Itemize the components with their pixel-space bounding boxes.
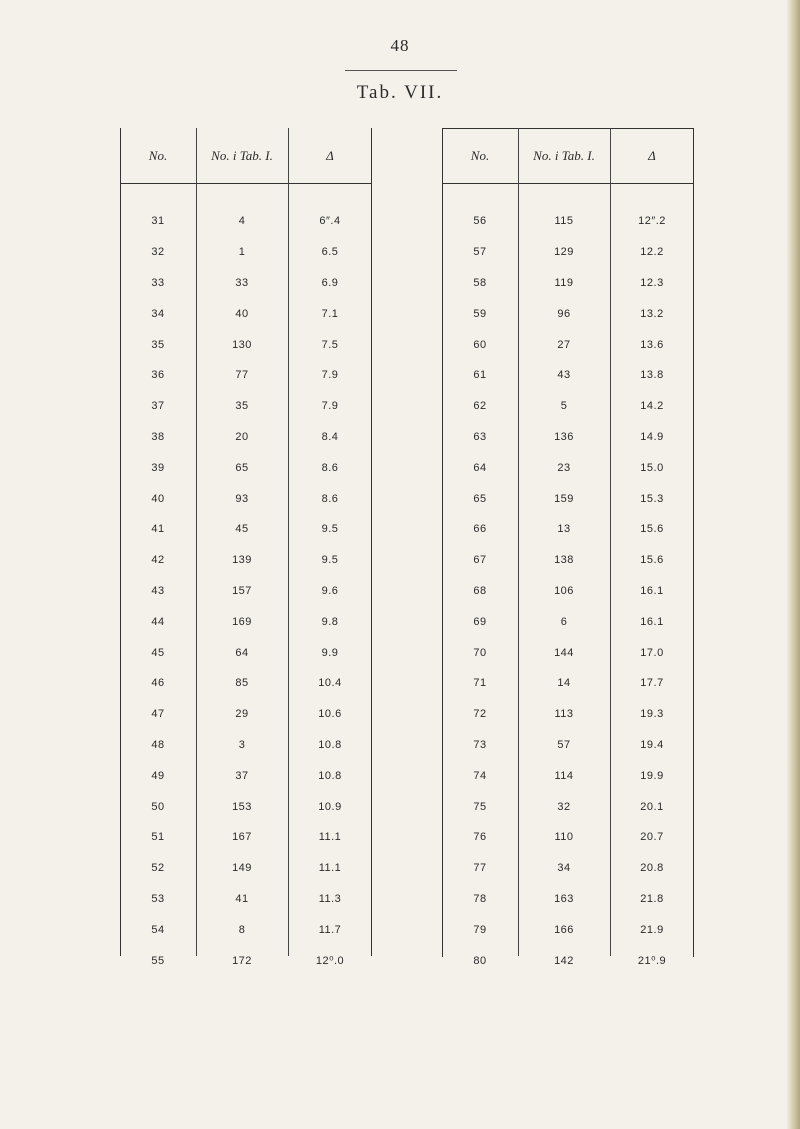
table-row bbox=[442, 699, 694, 730]
cell-no: 78 bbox=[473, 892, 487, 905]
cell-delta: 10.8 bbox=[318, 769, 342, 782]
cell-no: 47 bbox=[151, 708, 165, 721]
table-title: Tab. VII. bbox=[356, 82, 444, 103]
cell-no-tab-i: 106 bbox=[554, 584, 574, 597]
page-edge-shading bbox=[786, 0, 800, 1129]
cell-no: 77 bbox=[473, 862, 487, 875]
table-row bbox=[442, 791, 694, 822]
cell-no-tab-i: 65 bbox=[235, 461, 249, 474]
table-row bbox=[120, 945, 372, 976]
cell-delta: 13.8 bbox=[640, 369, 664, 382]
cell-no: 76 bbox=[473, 831, 487, 844]
cell-no-tab-i: 20 bbox=[235, 430, 249, 443]
table-row bbox=[442, 730, 694, 761]
header-no-tab-i: No. i Tab. I. bbox=[211, 147, 273, 163]
cell-delta: 21.8 bbox=[640, 892, 664, 905]
cell-no-tab-i: 14 bbox=[557, 677, 571, 690]
cell-delta: 8.6 bbox=[321, 492, 339, 505]
table-row bbox=[442, 422, 694, 453]
cell-no: 36 bbox=[151, 369, 165, 382]
cell-delta: 7.9 bbox=[321, 400, 339, 413]
cell-no-tab-i: 157 bbox=[232, 584, 252, 597]
cell-no-tab-i: 114 bbox=[554, 769, 574, 782]
table-row bbox=[120, 699, 372, 730]
table-row bbox=[442, 760, 694, 791]
cell-no: 72 bbox=[473, 708, 487, 721]
cell-no-tab-i: 149 bbox=[232, 862, 252, 875]
cell-no-tab-i: 8 bbox=[238, 923, 246, 936]
header-delta: Δ bbox=[326, 147, 334, 163]
cell-no-tab-i: 34 bbox=[557, 862, 571, 875]
title-rule bbox=[345, 70, 457, 71]
cell-no: 71 bbox=[473, 677, 487, 690]
cell-delta: 7.9 bbox=[321, 369, 339, 382]
table-row bbox=[120, 391, 372, 422]
cell-delta: 6″.4 bbox=[319, 215, 341, 228]
cell-delta: 8.4 bbox=[321, 430, 339, 443]
table-row bbox=[120, 422, 372, 453]
cell-no: 51 bbox=[151, 831, 165, 844]
table-row bbox=[442, 668, 694, 699]
cell-delta: 20.7 bbox=[640, 831, 664, 844]
cell-delta: 12.3 bbox=[640, 276, 664, 289]
cell-no-tab-i: 167 bbox=[232, 831, 252, 844]
table-row bbox=[120, 237, 372, 268]
cell-delta: 9.5 bbox=[321, 554, 339, 567]
header-no: No. bbox=[470, 147, 490, 163]
table-right-header bbox=[442, 128, 694, 183]
table-row bbox=[442, 329, 694, 360]
cell-no-tab-i: 35 bbox=[235, 400, 249, 413]
cell-no-tab-i: 6 bbox=[560, 615, 568, 628]
cell-no: 33 bbox=[151, 276, 165, 289]
cell-no: 80 bbox=[473, 954, 487, 967]
cell-no: 69 bbox=[473, 615, 487, 628]
cell-no-tab-i: 130 bbox=[232, 338, 252, 351]
header-no-tab-i: No. i Tab. I. bbox=[533, 147, 595, 163]
table-row bbox=[442, 360, 694, 391]
cell-no-tab-i: 23 bbox=[557, 461, 571, 474]
table-row bbox=[120, 452, 372, 483]
table-row bbox=[120, 268, 372, 299]
table-row bbox=[442, 637, 694, 668]
cell-no: 31 bbox=[151, 215, 165, 228]
table-row bbox=[120, 730, 372, 761]
cell-delta: 11.3 bbox=[318, 892, 342, 905]
cell-no: 58 bbox=[473, 276, 487, 289]
cell-no: 63 bbox=[473, 430, 487, 443]
table-row bbox=[120, 483, 372, 514]
table-row bbox=[120, 914, 372, 945]
cell-no-tab-i: 5 bbox=[560, 400, 568, 413]
cell-no-tab-i: 77 bbox=[235, 369, 249, 382]
cell-delta: 10.6 bbox=[318, 708, 342, 721]
cell-no: 32 bbox=[151, 246, 165, 259]
cell-no: 75 bbox=[473, 800, 487, 813]
cell-delta: 14.2 bbox=[640, 400, 664, 413]
table-row bbox=[442, 945, 694, 976]
cell-delta: 21.9 bbox=[640, 923, 664, 936]
cell-no-tab-i: 136 bbox=[554, 430, 574, 443]
cell-no: 45 bbox=[151, 646, 165, 659]
cell-no: 44 bbox=[151, 615, 165, 628]
cell-delta: 16.1 bbox=[640, 615, 664, 628]
cell-no-tab-i: 45 bbox=[235, 523, 249, 536]
cell-no: 39 bbox=[151, 461, 165, 474]
table-row bbox=[442, 884, 694, 915]
cell-delta: 7.1 bbox=[321, 307, 339, 320]
cell-delta: 15.3 bbox=[640, 492, 664, 505]
cell-no-tab-i: 129 bbox=[554, 246, 574, 259]
cell-no-tab-i: 33 bbox=[235, 276, 249, 289]
table-row bbox=[120, 606, 372, 637]
cell-no-tab-i: 172 bbox=[232, 954, 252, 967]
table-row bbox=[442, 237, 694, 268]
cell-no: 41 bbox=[151, 523, 165, 536]
cell-no: 79 bbox=[473, 923, 487, 936]
cell-no-tab-i: 93 bbox=[235, 492, 249, 505]
cell-no-tab-i: 142 bbox=[554, 954, 574, 967]
table-row bbox=[442, 268, 694, 299]
cell-delta: 9.5 bbox=[321, 523, 339, 536]
cell-no-tab-i: 40 bbox=[235, 307, 249, 320]
cell-delta: 11.7 bbox=[318, 923, 342, 936]
cell-delta: 9.9 bbox=[321, 646, 339, 659]
cell-no-tab-i: 169 bbox=[232, 615, 252, 628]
cell-no: 49 bbox=[151, 769, 165, 782]
cell-delta: 13.6 bbox=[640, 338, 664, 351]
cell-no: 67 bbox=[473, 554, 487, 567]
cell-no-tab-i: 159 bbox=[554, 492, 574, 505]
cell-no: 62 bbox=[473, 400, 487, 413]
cell-delta: 12⁰.0 bbox=[315, 955, 345, 968]
table-row bbox=[442, 545, 694, 576]
table-right-rows bbox=[442, 206, 694, 976]
table-row bbox=[120, 637, 372, 668]
header-no: No. bbox=[148, 147, 168, 163]
cell-no: 42 bbox=[151, 554, 165, 567]
cell-no: 61 bbox=[473, 369, 487, 382]
cell-delta: 6.5 bbox=[321, 246, 339, 259]
cell-no: 52 bbox=[151, 862, 165, 875]
table-row bbox=[120, 853, 372, 884]
cell-no-tab-i: 13 bbox=[557, 523, 571, 536]
page-number: 48 bbox=[390, 36, 410, 55]
cell-no-tab-i: 166 bbox=[554, 923, 574, 936]
cell-no-tab-i: 27 bbox=[557, 338, 571, 351]
cell-no-tab-i: 110 bbox=[554, 831, 574, 844]
table-row bbox=[120, 298, 372, 329]
cell-delta: 9.6 bbox=[321, 584, 339, 597]
cell-no-tab-i: 4 bbox=[238, 215, 246, 228]
table-row bbox=[120, 329, 372, 360]
table-row bbox=[442, 514, 694, 545]
cell-no: 70 bbox=[473, 646, 487, 659]
cell-no: 50 bbox=[151, 800, 165, 813]
cell-no-tab-i: 32 bbox=[557, 800, 571, 813]
table-row bbox=[442, 576, 694, 607]
cell-delta: 13.2 bbox=[640, 307, 664, 320]
cell-no-tab-i: 37 bbox=[235, 769, 249, 782]
table-row bbox=[442, 391, 694, 422]
cell-delta: 8.6 bbox=[321, 461, 339, 474]
cell-no-tab-i: 138 bbox=[554, 554, 574, 567]
table-row bbox=[442, 483, 694, 514]
table-row bbox=[120, 206, 372, 237]
table-left-header bbox=[120, 128, 372, 183]
cell-delta: 15.6 bbox=[640, 523, 664, 536]
cell-no: 65 bbox=[473, 492, 487, 505]
cell-no-tab-i: 163 bbox=[554, 892, 574, 905]
table-row bbox=[442, 822, 694, 853]
table-row bbox=[120, 884, 372, 915]
cell-no: 59 bbox=[473, 307, 487, 320]
cell-no-tab-i: 119 bbox=[554, 276, 574, 289]
table-left-block bbox=[120, 128, 372, 968]
cell-no-tab-i: 29 bbox=[235, 708, 249, 721]
header-delta: Δ bbox=[648, 147, 656, 163]
table-row bbox=[120, 514, 372, 545]
cell-no: 46 bbox=[151, 677, 165, 690]
cell-delta: 16.1 bbox=[640, 584, 664, 597]
table-row bbox=[442, 606, 694, 637]
table-row bbox=[120, 545, 372, 576]
cell-delta: 11.1 bbox=[318, 831, 342, 844]
cell-delta: 12″.2 bbox=[638, 215, 666, 228]
cell-delta: 20.1 bbox=[640, 800, 664, 813]
cell-delta: 10.4 bbox=[318, 677, 342, 690]
cell-no: 74 bbox=[473, 769, 487, 782]
cell-delta: 17.0 bbox=[640, 646, 664, 659]
cell-no: 43 bbox=[151, 584, 165, 597]
cell-no: 40 bbox=[151, 492, 165, 505]
cell-delta: 15.6 bbox=[640, 554, 664, 567]
cell-delta: 9.8 bbox=[321, 615, 339, 628]
table-row bbox=[120, 760, 372, 791]
cell-no: 37 bbox=[151, 400, 165, 413]
table-row bbox=[120, 576, 372, 607]
cell-delta: 11.1 bbox=[318, 862, 342, 875]
table-row bbox=[442, 206, 694, 237]
cell-delta: 20.8 bbox=[640, 862, 664, 875]
cell-no: 57 bbox=[473, 246, 487, 259]
cell-no-tab-i: 41 bbox=[235, 892, 249, 905]
table-row bbox=[442, 914, 694, 945]
cell-delta: 19.4 bbox=[640, 738, 664, 751]
table-row bbox=[120, 822, 372, 853]
cell-no-tab-i: 115 bbox=[554, 215, 574, 228]
table-row bbox=[120, 668, 372, 699]
cell-no: 68 bbox=[473, 584, 487, 597]
cell-no: 48 bbox=[151, 738, 165, 751]
table-row bbox=[442, 853, 694, 884]
cell-no-tab-i: 113 bbox=[554, 708, 574, 721]
cell-delta: 14.9 bbox=[640, 430, 664, 443]
cell-delta: 19.3 bbox=[640, 708, 664, 721]
cell-no: 38 bbox=[151, 430, 165, 443]
cell-no-tab-i: 57 bbox=[557, 738, 571, 751]
cell-no: 54 bbox=[151, 923, 165, 936]
cell-no-tab-i: 43 bbox=[557, 369, 571, 382]
cell-delta: 17.7 bbox=[640, 677, 664, 690]
cell-no-tab-i: 139 bbox=[232, 554, 252, 567]
cell-no: 73 bbox=[473, 738, 487, 751]
table-row bbox=[120, 791, 372, 822]
table-right-header-rule bbox=[442, 183, 694, 184]
table-row bbox=[442, 452, 694, 483]
cell-no: 35 bbox=[151, 338, 165, 351]
table-row bbox=[120, 360, 372, 391]
cell-no-tab-i: 85 bbox=[235, 677, 249, 690]
cell-delta: 21⁰.9 bbox=[637, 955, 667, 968]
cell-no-tab-i: 153 bbox=[232, 800, 252, 813]
cell-no: 34 bbox=[151, 307, 165, 320]
cell-delta: 12.2 bbox=[640, 246, 664, 259]
cell-no: 53 bbox=[151, 892, 165, 905]
cell-no-tab-i: 64 bbox=[235, 646, 249, 659]
cell-no-tab-i: 144 bbox=[554, 646, 574, 659]
cell-delta: 7.5 bbox=[321, 338, 339, 351]
cell-delta: 6.9 bbox=[321, 276, 339, 289]
cell-no: 66 bbox=[473, 523, 487, 536]
cell-no: 56 bbox=[473, 215, 487, 228]
cell-delta: 19.9 bbox=[640, 769, 664, 782]
table-right-block bbox=[442, 128, 694, 968]
cell-no: 55 bbox=[151, 954, 165, 967]
cell-no-tab-i: 1 bbox=[238, 246, 246, 259]
cell-no: 64 bbox=[473, 461, 487, 474]
table-left-header-rule bbox=[120, 183, 372, 184]
table-row bbox=[442, 298, 694, 329]
cell-no-tab-i: 96 bbox=[557, 307, 571, 320]
cell-delta: 10.8 bbox=[318, 738, 342, 751]
cell-no: 60 bbox=[473, 338, 487, 351]
table-left-rows bbox=[120, 206, 372, 976]
cell-no-tab-i: 3 bbox=[238, 738, 246, 751]
cell-delta: 10.9 bbox=[318, 800, 342, 813]
cell-delta: 15.0 bbox=[640, 461, 664, 474]
